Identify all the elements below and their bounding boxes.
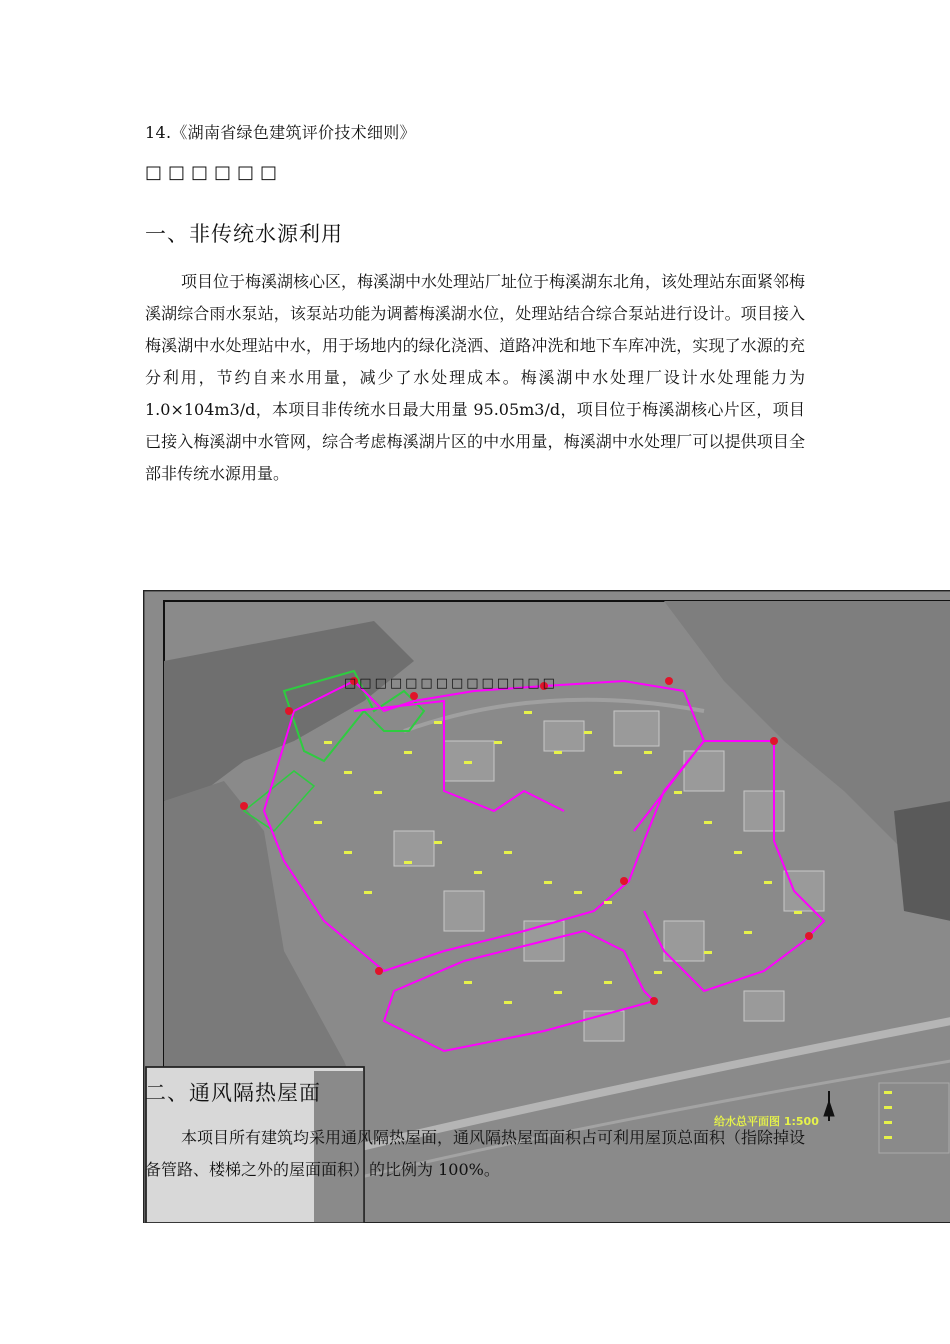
garbled-line: □□□□□□ [145,162,284,183]
section1-title: 一、非传统水源利用 [145,222,343,246]
section2-title: 二、通风隔热屋面 [145,1081,321,1105]
reference-line: 14.《湖南省绿色建筑评价技术细则》 [145,123,416,142]
section2-paragraph: 本项目所有建筑均采用通风隔热屋面，通风隔热屋面面积占可利用屋顶总面积（指除掉设备管路、楼梯之外的屋面面积）的比例为 100%。 [145,1128,806,1179]
plan-drawing-title: 给水总平面图 1:500 [714,1115,819,1128]
plan-caption: □□□□□□□□□□□□□□ [344,676,558,691]
section1-paragraph: 项目位于梅溪湖核心区，梅溪湖中水处理站厂址位于梅溪湖东北角，该处理站东面紧邻梅溪湖综合雨水泵站，该泵站功能为调蓄梅溪湖水位，处理站结合综合泵站进行设计。项目接入梅溪湖中水处理站中水，用于场地内的绿化浇洒、道路冲洗和地下车库冲洗，实现了水源的充分利用，节约自来水用量，减少了水处理成本。梅溪湖中水处理厂设计水处理能力为 1.0×104m3/d，本项目非传统水日最大用量 95.05m3/d，项目位于梅溪湖核心片区，项目已接入梅溪湖中水管网，综合考虑梅溪湖片区的中水用量，梅溪湖中水处理厂可以提供项目全部非传统水源用量。 [145,272,806,483]
